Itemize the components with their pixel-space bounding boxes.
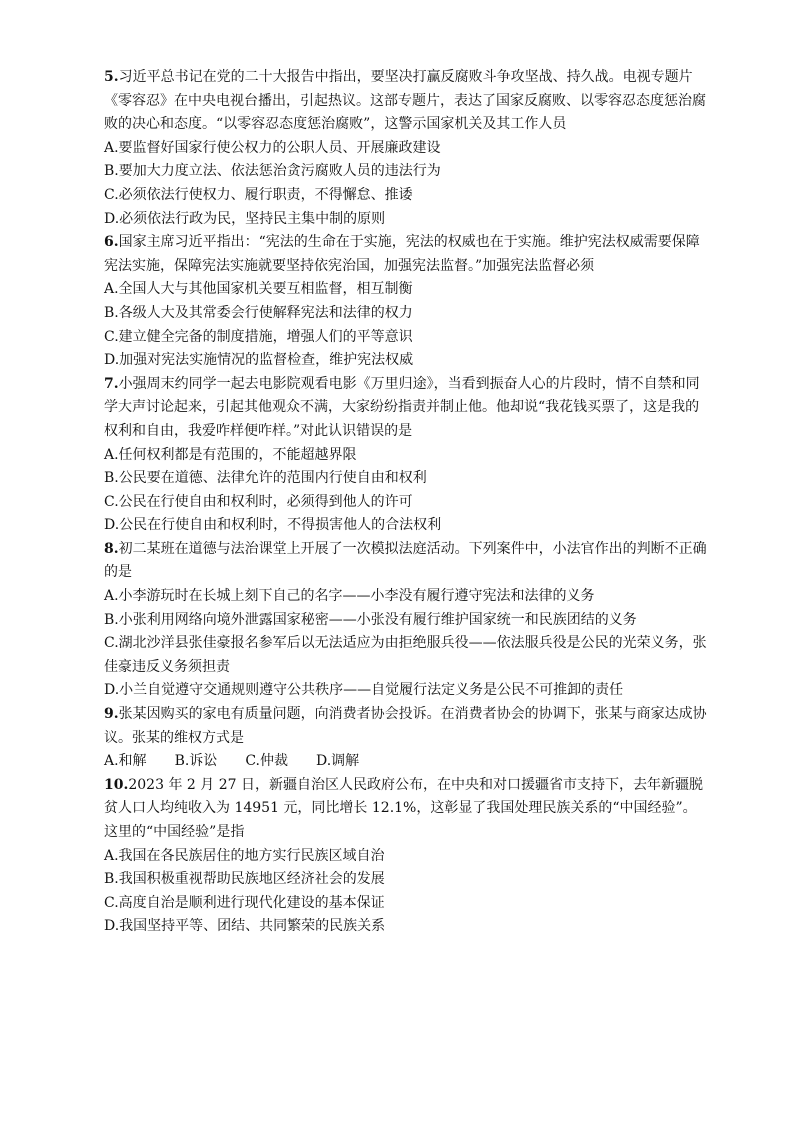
option-b: B.我国积极重视帮助民族地区经济社会的发展: [104, 871, 385, 888]
question-number: 6.: [104, 234, 119, 251]
question-7: [104, 373, 710, 538]
question-8: [104, 538, 710, 703]
option-a: A.全国人大与其他国家机关要互相监督，相互制衡: [104, 281, 413, 298]
question-9: [104, 703, 710, 774]
option-a: A.小李游玩时在长城上刻下自己的名字——小李没有履行遵守宪法和法律的义务: [104, 588, 595, 605]
option-d: D.调解: [315, 753, 360, 770]
question-text: 国家主席习近平指出：“宪法的生命在于实施，宪法的权威也在于实施。维护宪法权威需要保障宪法实施，保障宪法实施就要坚持依宪治国，加强宪法监督。”加强宪法监督必须: [104, 234, 700, 274]
question-text: 小强周末约同学一起去电影院观看电影《万里归途》，当看到振奋人心的片段时，情不自禁和同学大声讨论起来，引起其他观众不满，大家纷纷指责并制止他。他却说“我花钱买票了，这是我的权利和自由，我爱咋样便咋样。”对此认识错误的是: [104, 375, 700, 439]
option-c: C.仲裁: [245, 753, 288, 770]
question-text: 张某因购买的家电有质量问题，向消费者协会投诉。在消费者协会的协调下，张某与商家达成协议。张某的维权方式是: [104, 706, 707, 746]
question-stem: [104, 66, 710, 137]
question-number: 5.: [104, 69, 119, 85]
question-text: 习近平总书记在党的二十大报告中指出，要坚决打赢反腐败斗争攻坚战、持久战。电视专题片《零容忍》在中央电视台播出，引起热议。这部专题片，表达了国家反腐败、以零容忍态度惩治腐败的决心和态度。“以零容忍态度惩治腐败”，这警示国家机关及其工作人员: [104, 69, 706, 133]
question-stem: [104, 538, 710, 585]
question-stem: [104, 373, 710, 444]
option-c: C.公民在行使自由和权利时，必须得到他人的许可: [104, 493, 413, 510]
option-a: A.我国在各民族居住的地方实行民族区域自治: [104, 847, 385, 864]
option-b: B.诉讼: [174, 753, 218, 770]
option-a: A.任何权利都是有范围的，不能超越界限: [104, 446, 357, 463]
option-b: B.小张利用网络向境外泄露国家秘密——小张没有履行维护国家统一和民族团结的义务: [104, 611, 637, 628]
option-b: B.公民要在道德、法律允许的范围内行使自由和权利: [104, 470, 427, 487]
option-c: C.湖北沙洋县张佳豪报名参军后以无法适应为由拒绝服兵役——依法服兵役是公民的光荣义务，张佳豪违反义务须担责: [104, 635, 707, 675]
question-stem: [104, 774, 710, 845]
question-number: 7.: [104, 375, 119, 392]
option-c: C.必须依法行使权力、履行职责，不得懈怠、推诿: [104, 186, 413, 203]
option-b: B.要加大力度立法、依法惩治贪污腐败人员的违法行为: [104, 163, 441, 180]
option-a: A.要监督好国家行使公权力的公职人员、开展廉政建设: [104, 139, 441, 156]
option-d: D.必须依法行政为民，坚持民主集中制的原则: [104, 210, 386, 227]
question-stem: [104, 231, 710, 278]
option-row: [104, 750, 710, 774]
question-number: 8.: [104, 540, 119, 557]
question-6: [104, 231, 710, 373]
question-stem: [104, 703, 710, 750]
option-d: D.我国坚持平等、团结、共同繁荣的民族关系: [104, 918, 386, 935]
question-text: 2023 年 2 月 27 日，新疆自治区人民政府公布，在中央和对口援疆省市支持下，去年新疆脱贫人口人均纯收入为 14951 元，同比增长 12.1%，这彰显了我国处理民族关系的“中国经验”。这里的“中国经验”是指: [104, 776, 703, 840]
option-d: D.公民在行使自由和权利时，不得损害他人的合法权利: [104, 517, 442, 534]
option-d: D.加强对宪法实施情况的监督检查，维护宪法权威: [104, 352, 414, 369]
option-b: B.各级人大及其常委会行使解释宪法和法律的权力: [104, 304, 413, 321]
question-text: 初二某班在道德与法治课堂上开展了一次模拟法庭活动。下列案件中，小法官作出的判断不正确的是: [104, 540, 707, 581]
option-a: A.和解: [104, 753, 147, 770]
question-5: [104, 66, 710, 231]
question-number: 10.: [104, 776, 129, 793]
option-c: C.建立健全完备的制度措施，增强人们的平等意识: [104, 328, 413, 345]
option-c: C.高度自治是顺利进行现代化建设的基本保证: [104, 894, 385, 911]
question-10: [104, 774, 710, 939]
question-number: 9.: [104, 706, 119, 723]
option-d: D.小兰自觉遵守交通规则遵守公共秩序——自觉履行法定义务是公民不可推卸的责任: [104, 682, 624, 699]
